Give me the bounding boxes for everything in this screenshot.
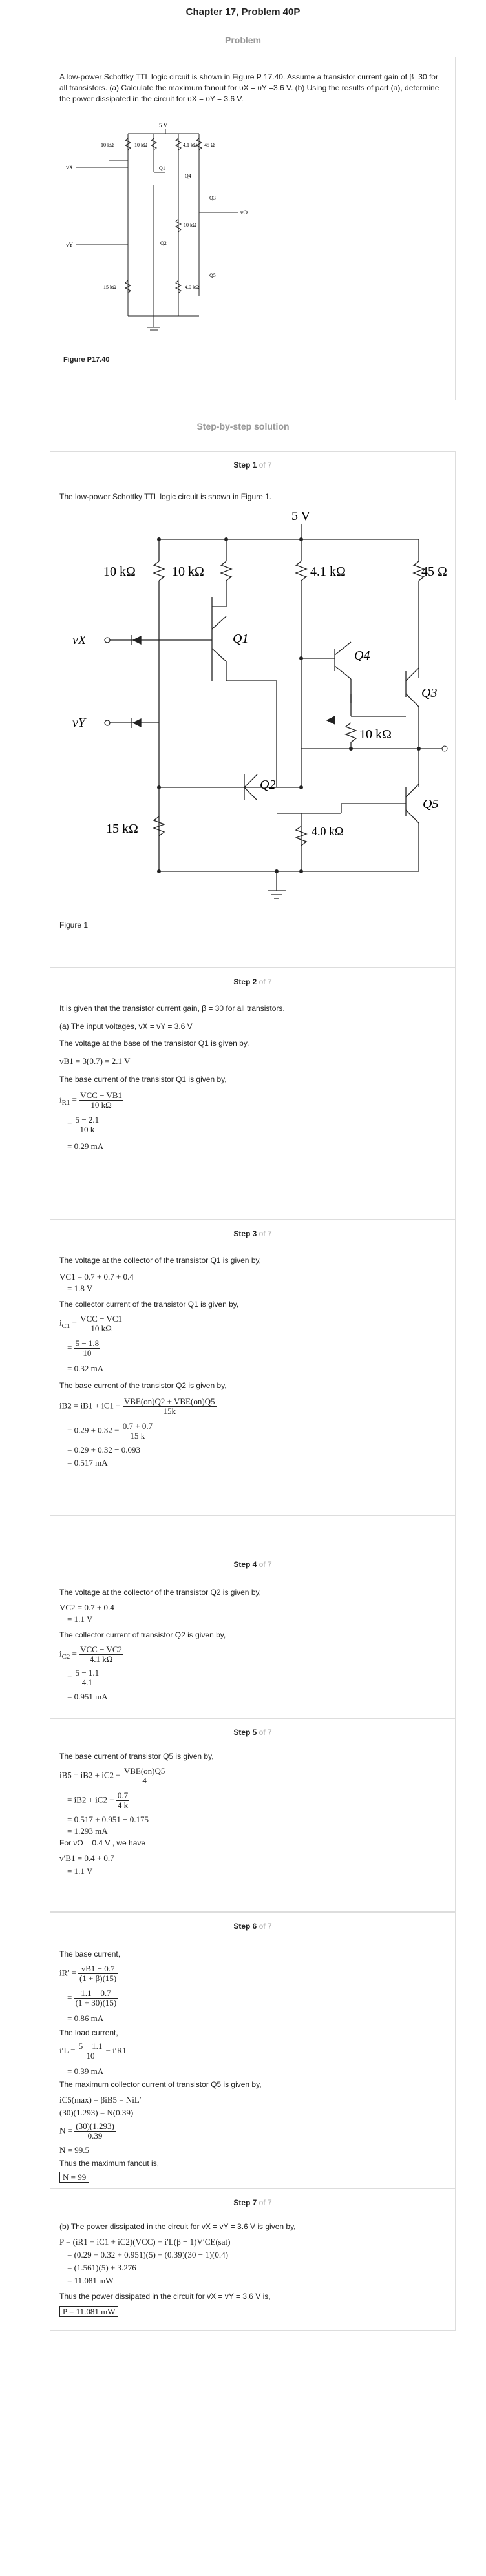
fig-q5: Q5 — [209, 273, 216, 278]
step-6-eq-4: i′L = $\frac{5 - 1.1}{10}$ − i′R1 — [59, 2041, 127, 2061]
step-6-eq-8: N = $\frac{(30)(1.293)}{0.39}$ — [59, 2121, 114, 2141]
fig1-r7: 4.0 kΩ — [312, 825, 344, 838]
step-2-eq-2: $i_{R1}$ = $\frac{\text{VCC − VB1}}{10 k\Omega}$ — [59, 1090, 122, 1110]
step-6-eq-7: (30)(1.293) = N(0.39) — [59, 2108, 134, 2117]
step-6-eq-5: = 0.39 mA — [67, 2066, 104, 2076]
fig1-r3: 4.1 kΩ — [310, 565, 346, 579]
step-5-text-2: For vO = 0.4 V , we have — [59, 1838, 146, 1847]
fig1-r2: 10 kΩ — [172, 565, 204, 579]
step-2-eq-3: = $\frac{5 - 2.1}{10 k}$ — [67, 1115, 100, 1134]
fig-vcc: 5 V — [159, 122, 168, 129]
fig1-r4: 45 Ω — [421, 565, 447, 579]
step-2-label: Step 2 of 7 — [233, 977, 272, 986]
step-6-text-2: The load current, — [59, 2028, 118, 2037]
fig1-r6: 15 kΩ — [106, 822, 138, 836]
step-4-text-1: The voltage at the collector of the transistor Q2 is given by, — [59, 1588, 261, 1597]
step-1-card — [50, 451, 456, 968]
step-4-label: Step 4 of 7 — [233, 1560, 272, 1569]
step-5-eq-1: iB5 = iB2 + iC2 − $\frac{\text{VBE(on)Q5}}{4}$ — [59, 1766, 165, 1785]
fig-vy: vY — [66, 242, 73, 248]
fig-q1: Q1 — [159, 165, 165, 171]
fig1-r5: 10 kΩ — [359, 727, 392, 742]
step-3-label: Step 3 of 7 — [233, 1229, 272, 1238]
step-2-eq-1: vB1 = 3(0.7) = 2.1 V — [59, 1056, 131, 1066]
step-5-card — [50, 1718, 456, 1912]
step-5-eq-5: v′B1 = 0.4 + 0.7 — [59, 1853, 114, 1863]
problem-card — [50, 57, 456, 400]
step-6-text-4: Thus the maximum fanout is, — [59, 2159, 160, 2168]
step-4-result: = 0.951 mA — [67, 1692, 108, 1701]
step-1-intro: The low-power Schottky TTL logic circuit is shown in Figure 1. — [59, 492, 272, 501]
step-3-eq-7: = 0.29 + 0.32 − 0.093 — [67, 1445, 140, 1455]
step-7-text-2: Thus the power dissipated in the circuit for vX = vY = 3.6 V is, — [59, 2292, 271, 2301]
step-2-text-1: It is given that the transistor current gain, β = 30 for all transistors. — [59, 1004, 285, 1013]
step-7-eq-3: = (1.561)(5) + 3.276 — [67, 2263, 136, 2272]
figure-1-circuit — [63, 510, 449, 910]
step-5-eq-4: = 1.293 mA — [67, 1826, 108, 1836]
step-2-text-4: The base current of the transistor Q1 is given by, — [59, 1075, 227, 1084]
figure-1-caption: Figure 1 — [59, 920, 89, 930]
step-4-card — [50, 1515, 456, 1718]
fig-r4: 45 Ω — [204, 142, 215, 148]
step-3-text-1: The voltage at the collector of the transistor Q1 is given by, — [59, 1256, 261, 1265]
step-3-card — [50, 1220, 456, 1515]
step-6-eq-1: iR′ = $\frac{vB1 - 0.7}{(1 + \beta)(15)}$ — [59, 1964, 117, 1983]
step-7-eq-1: P = (iR1 + iC1 + iC2)(VCC) + i′L(β − 1)V′CE(sat) — [59, 2237, 231, 2247]
solution-heading: Step-by-step solution — [196, 421, 290, 431]
step-5-label: Step 5 of 7 — [233, 1728, 272, 1737]
step-7-eq-2: = (0.29 + 0.32 + 0.951)(5) + (0.39)(30 − 1)(0.4) — [67, 2250, 228, 2259]
step-3-eq-1: VC1 = 0.7 + 0.7 + 0.4 — [59, 1272, 134, 1282]
fig1-vy: vY — [72, 716, 85, 730]
fig-vx: vX — [66, 164, 73, 171]
fig-r2: 10 kΩ — [134, 142, 147, 148]
step-6-text-3: The maximum collector current of transistor Q5 is given by, — [59, 2080, 262, 2089]
fig-r3: 4.1 kΩ — [183, 142, 197, 148]
step-4-eq-3: $i_{C2}$ = $\frac{\text{VCC − VC2}}{4.1 k\Omega}$ — [59, 1645, 122, 1664]
problem-heading: Problem — [224, 35, 261, 45]
fig-vo: vO — [240, 209, 248, 216]
step-6-eq-9: N = 99.5 — [59, 2145, 89, 2155]
step-7-text-1: (b) The power dissipated in the circuit for vX = vY = 3.6 V is given by, — [59, 2222, 296, 2231]
step-3-eq-5: iB2 = iB1 + iC1 − $\frac{\text{VBE(on)Q2 + VBE(on)Q5}}{15k}$ — [59, 1397, 215, 1416]
fig-r7: 4.0 kΩ — [185, 284, 199, 290]
page-title: Chapter 17, Problem 40P — [185, 6, 301, 17]
problem-figure-caption: Figure P17.40 — [63, 356, 110, 364]
step-3-text-2: The collector current of the transistor Q1 is given by, — [59, 1300, 239, 1309]
step-7-answer: P = 11.081 mW — [59, 2307, 118, 2317]
step-4-eq-4: = $\frac{5 - 1.1}{4.1}$ — [67, 1668, 100, 1687]
fig-r5: 10 kΩ — [184, 222, 196, 228]
step-2-text-2: (a) The input voltages, vX = vY = 3.6 V — [59, 1022, 193, 1031]
step-6-text-1: The base current, — [59, 1949, 121, 1958]
fig1-q5: Q5 — [423, 797, 439, 811]
step-7-eq-4: = 11.081 mW — [67, 2276, 114, 2285]
fig1-vcc: 5 V — [291, 510, 311, 523]
step-3-result-2: = 0.517 mA — [67, 1458, 108, 1468]
fig-q3: Q3 — [209, 195, 216, 201]
fig1-vx: vX — [72, 633, 87, 647]
step-5-text-1: The base current of transistor Q5 is given by, — [59, 1752, 214, 1761]
step-3-text-3: The base current of the transistor Q2 is given by, — [59, 1381, 227, 1390]
step-6-eq-2: = $\frac{1.1 - 0.7}{(1 + 30)(15)}$ — [67, 1988, 117, 2008]
step-7-card — [50, 2188, 456, 2331]
step-5-eq-3: = 0.517 + 0.951 − 0.175 — [67, 1814, 149, 1824]
step-4-text-2: The collector current of transistor Q2 is given by, — [59, 1630, 226, 1639]
step-5-result: = 1.1 V — [67, 1866, 93, 1876]
fig-r6: 15 kΩ — [103, 284, 116, 290]
fig1-r1: 10 kΩ — [103, 565, 136, 579]
step-4-eq-2: = 1.1 V — [67, 1614, 93, 1624]
step-6-card — [50, 1912, 456, 2188]
fig-q2: Q2 — [160, 240, 167, 246]
step-6-eq-6: iC5(max) = βiB5 = NiL′ — [59, 2095, 142, 2104]
fig1-q3: Q3 — [421, 686, 438, 700]
fig1-q4: Q4 — [354, 649, 370, 663]
step-5-eq-2: = iB2 + iC2 − $\frac{0.7}{4 k}$ — [67, 1791, 129, 1810]
fig1-q2: Q2 — [260, 778, 276, 792]
step-7-label: Step 7 of 7 — [233, 2198, 272, 2207]
step-3-eq-2: = 1.8 V — [67, 1283, 93, 1293]
step-2-card — [50, 968, 456, 1220]
fig1-q1: Q1 — [233, 632, 249, 646]
step-3-eq-3: $i_{C1}$ = $\frac{\text{VCC − VC1}}{10 k\Omega}$ — [59, 1314, 122, 1333]
step-3-eq-6: = 0.29 + 0.32 − $\frac{0.7 + 0.7}{15 k}$ — [67, 1421, 153, 1440]
step-1-label: Step 1 of 7 — [233, 461, 272, 470]
step-2-text-3: The voltage at the base of the transistor Q1 is given by, — [59, 1039, 249, 1048]
step-6-answer: N = 99 — [59, 2172, 89, 2183]
fig-r1: 10 kΩ — [101, 142, 114, 148]
step-3-result-1: = 0.32 mA — [67, 1364, 104, 1373]
problem-figure — [63, 122, 257, 335]
step-6-label: Step 6 of 7 — [233, 1922, 272, 1931]
step-3-eq-4: = $\frac{5 - 1.8}{10}$ — [67, 1338, 100, 1358]
fig-q4: Q4 — [185, 173, 191, 179]
step-6-eq-3: = 0.86 mA — [67, 2013, 104, 2023]
step-4-eq-1: VC2 = 0.7 + 0.4 — [59, 1603, 114, 1612]
step-2-result: = 0.29 mA — [67, 1141, 104, 1151]
problem-text: A low-power Schottky TTL logic circuit is shown in Figure P 17.40. Assume a transistor current gain of β=30 for all transistors. (a) Calculate the maximum fanout for υX = υY =3.6 V. (b) Using the results of part (a), determine the power dissipated in the circuit for υX = υY = 3.6 V. — [59, 72, 439, 103]
